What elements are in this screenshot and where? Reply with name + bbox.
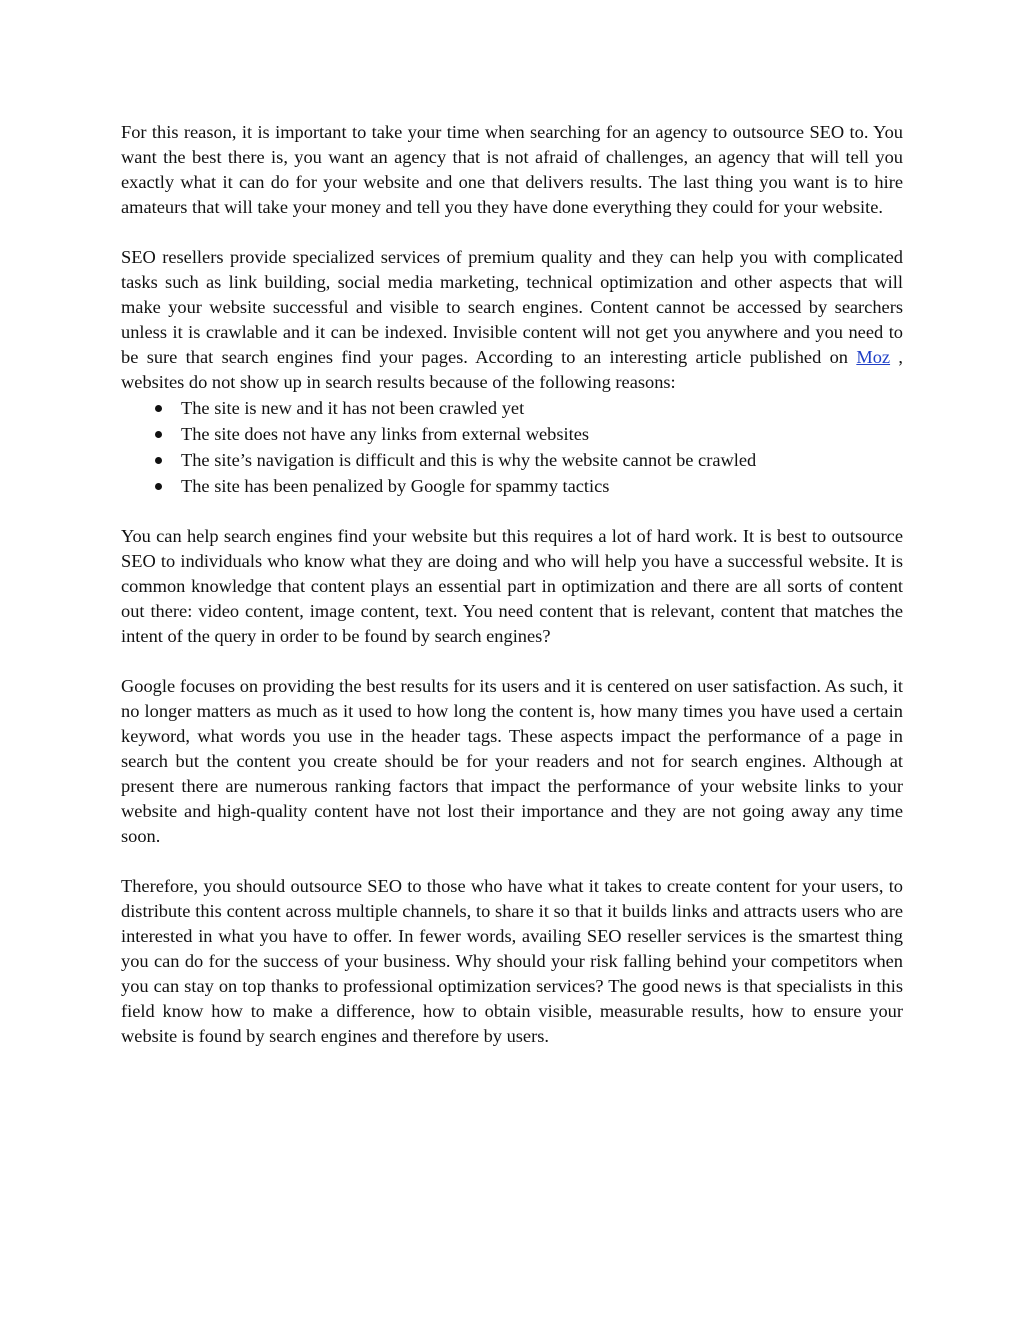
document-page bbox=[121, 120, 903, 1049]
paragraph-help-search-engines bbox=[121, 524, 903, 649]
paragraph-seo-resellers bbox=[121, 245, 903, 395]
list-item bbox=[121, 447, 903, 473]
reasons-bullet-list bbox=[121, 395, 903, 499]
list-item-text: The site has been penalized by Google for spammy tactics bbox=[181, 476, 610, 496]
paragraph-seo-resellers-after-link: , websites do not show up in search results because of the following reasons: bbox=[121, 347, 903, 392]
paragraph-seo-resellers-before-link: SEO resellers provide specialized services of premium quality and they can help you with complicated tasks such as link building, social media marketing, technical optimization and other aspects that will make your website successful and visible to search engines. Content cannot be accessed by searchers unless it is crawlable and it can be indexed. Invisible content will not get you anywhere and you need to be sure that search engines find your pages. According to an interesting article published on bbox=[121, 247, 903, 367]
list-item bbox=[121, 473, 903, 499]
list-item-text: The site’s navigation is difficult and this is why the website cannot be crawled bbox=[181, 450, 757, 470]
bullet-dot-icon bbox=[155, 457, 162, 464]
paragraph-help-search-engines-text: You can help search engines find your website but this requires a lot of hard work. It is best to outsource SEO to individuals who know what they are doing and who will help you have a successful website. It is common knowledge that content plays an essential part in optimization and there are all sorts of content out there: video content, image content, text. You need content that is relevant, content that matches the intent of the query in order to be found by search engines? bbox=[121, 526, 903, 646]
list-item-text: The site is new and it has not been crawled yet bbox=[181, 398, 525, 418]
list-item bbox=[121, 421, 903, 447]
bullet-dot-icon bbox=[155, 405, 162, 412]
paragraph-conclusion bbox=[121, 874, 903, 1049]
bullet-dot-icon bbox=[155, 431, 162, 438]
paragraph-conclusion-text: Therefore, you should outsource SEO to those who have what it takes to create content for your users, to distribute this content across multiple channels, to share it so that it builds links and attracts users who are interested in what you have to offer. In fewer words, availing SEO reseller services is the smartest thing you can do for the success of your business. Why should your risk falling behind your competitors when you can stay on top thanks to professional optimization services? The good news is that specialists in this field know how to make a difference, how to obtain visible, measurable results, how to ensure your website is found by search engines and therefore by users. bbox=[121, 876, 903, 1046]
list-item-text: The site does not have any links from external websites bbox=[181, 424, 590, 444]
paragraph-google-focus-text: Google focuses on providing the best results for its users and it is centered on user satisfaction. As such, it no longer matters as much as it used to how long the content is, how many times you have used a certain keyword, what words you use in the header tags. These aspects impact the performance of a page in search but the content you create should be for your readers and not for search engines. Although at present there are numerous ranking factors that impact the performance of your website links to your website and high-quality content have not lost their importance and they are not going away any time soon. bbox=[121, 676, 903, 846]
paragraph-google-focus bbox=[121, 674, 903, 849]
list-item bbox=[121, 395, 903, 421]
paragraph-agency-choice bbox=[121, 120, 903, 220]
paragraph-agency-choice-text: For this reason, it is important to take your time when searching for an agency to outsource SEO to. You want the best there is, you want an agency that is not afraid of challenges, an agency that will tell you exactly what it can do for your website and one that delivers results. The last thing you want is to hire amateurs that will take your money and tell you they have done everything they could for your website. bbox=[121, 122, 903, 217]
bullet-dot-icon bbox=[155, 483, 162, 490]
moz-link[interactable]: Moz bbox=[856, 347, 891, 367]
